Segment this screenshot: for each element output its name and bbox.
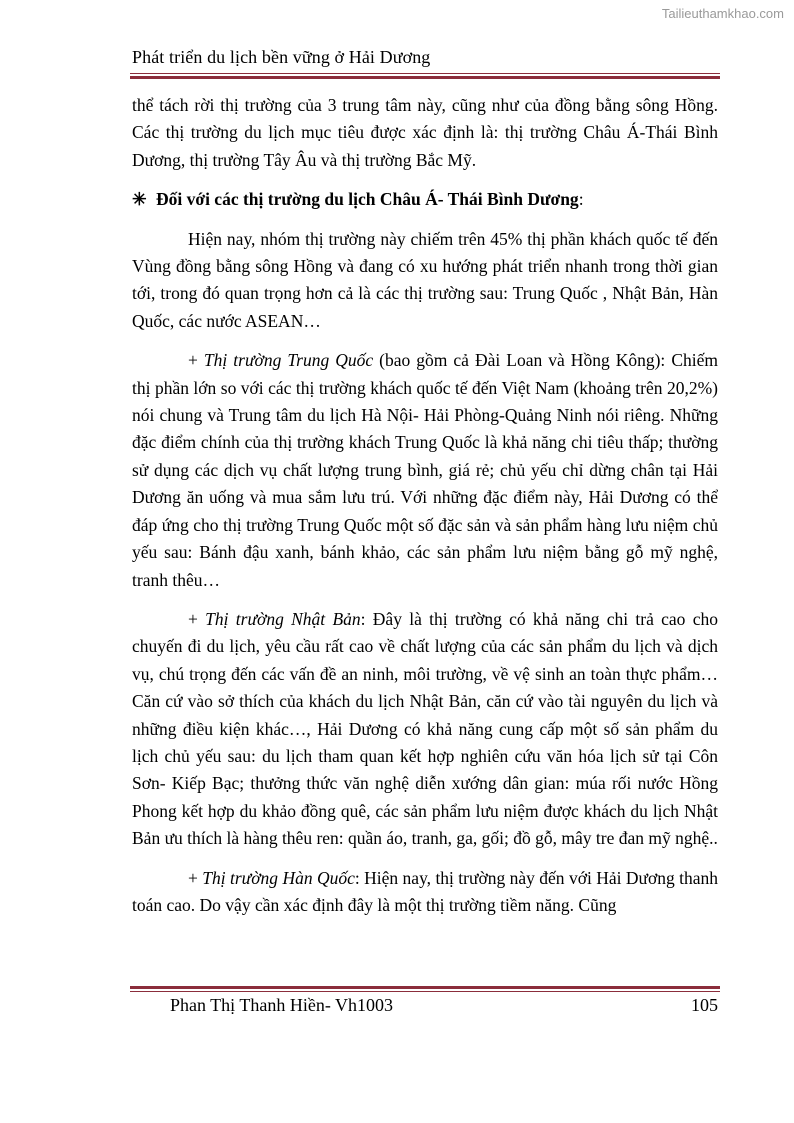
- paragraph-asia-overview: Hiện nay, nhóm thị trường này chiếm trên 45% thị phần khách quốc tế đến Vùng đồng bằng sông Hồng và đang có xu hướng phát triển nhanh trong thời gian tới, trong đó quan trọng hơn cả là các thị trường sau: Trung Quốc , Nhật Bản, Hàn Quốc, các nước ASEAN…: [132, 228, 718, 331]
- header-rule-thick: [130, 76, 720, 79]
- paragraph-japan-market: [132, 606, 718, 853]
- footer-author: Phan Thị Thanh Hiền- Vh1003: [170, 995, 393, 1015]
- market-name-china: Thị trường Trung Quốc: [203, 350, 374, 371]
- section-heading-text: Đối với các thị trường du lịch Châu Á- Thái Bình Dương: [156, 189, 579, 210]
- asterisk-bullet-icon: ✳: [132, 189, 147, 210]
- header-rule-thin: [130, 73, 720, 74]
- paragraph-korea-market: [132, 865, 718, 920]
- page-number: 105: [691, 995, 718, 1015]
- list-marker: +: [188, 350, 204, 371]
- page-body: [132, 92, 718, 919]
- market-name-japan: Thị trường Nhật Bản: [205, 608, 361, 629]
- list-marker: +: [188, 608, 206, 629]
- list-marker: +: [188, 867, 203, 888]
- watermark: Tailieuthamkhao.com: [661, 6, 784, 21]
- market-description-korea: : Hiện nay, thị trường này đến với Hải Dương thanh toán cao. Do vậy cần xác định đây là một thị trường tiềm năng. Cũng: [132, 867, 718, 915]
- footer-rule-thin: [130, 991, 720, 992]
- footer-rule-thick: [130, 986, 720, 989]
- market-description-japan: : Đây là thị trường có khả năng chi trả cao cho chuyến đi du lịch, yêu cầu rất cao về chất lượng của các sản phẩm du lịch và dịch vụ, chú trọng đến các vấn đề an ninh, môi trường, về vệ sinh an toàn thực phẩm… Căn cứ vào sở thích của khách du lịch Nhật Bản, căn cứ vào tài nguyên du lịch và những điều kiện khác…, Hải Dương có khả năng cung cấp một số sản phẩm du lịch chủ yếu sau: du lịch tham quan kết hợp nghiên cứu văn hóa lịch sử tại Côn Sơn- Kiếp Bạc; thưởng thức văn nghệ diễn xướng dân gian: múa rối nước Hồng Phong kết hợp du khảo đồng quê, các sản phẩm lưu niệm được khách du lịch Nhật Bản ưu thích là hàng thêu ren: quần áo, tranh, ga, gối; đồ gỗ, mây tre đan mỹ nghệ..: [132, 608, 718, 849]
- paragraph-continuation: thể tách rời thị trường của 3 trung tâm này, cũng như của đồng bằng sông Hồng. Các thị trường du lịch mục tiêu được xác định là: thị trường Châu Á-Thái Bình Dương, thị trường Tây Âu và thị trường Bắc Mỹ.: [132, 95, 718, 170]
- market-name-korea: Thị trường Hàn Quốc: [202, 867, 355, 888]
- section-heading: [132, 186, 718, 213]
- paragraph-china-market: [132, 347, 718, 594]
- market-description-china: (bao gồm cả Đài Loan và Hồng Kông): Chiếm thị phần lớn so với các thị trường khách quốc tế đến Việt Nam (khoảng trên 20,2%) nói chung và Trung tâm du lịch Hà Nội- Hải Phòng-Quảng Ninh nói riêng. Những đặc điểm chính của thị trường khách Trung Quốc là khả năng chi tiêu thấp; thường sử dụng các dịch vụ chất lượng trung bình, giá rẻ; chủ yếu chỉ dừng chân tại Hải Dương ăn uống và mua sắm lưu trú. Với những đặc điểm này, Hải Dương có thể đáp ứng cho thị trường Trung Quốc một số đặc sản và sản phẩm hàng lưu niệm chủ yếu sau: Bánh đậu xanh, bánh khảo, các sản phẩm lưu niệm bằng gỗ mỹ nghệ, tranh thêu…: [132, 350, 718, 590]
- running-header-title: Phát triển du lịch bền vững ở Hải Dương: [132, 47, 431, 67]
- section-heading-colon: :: [578, 189, 584, 210]
